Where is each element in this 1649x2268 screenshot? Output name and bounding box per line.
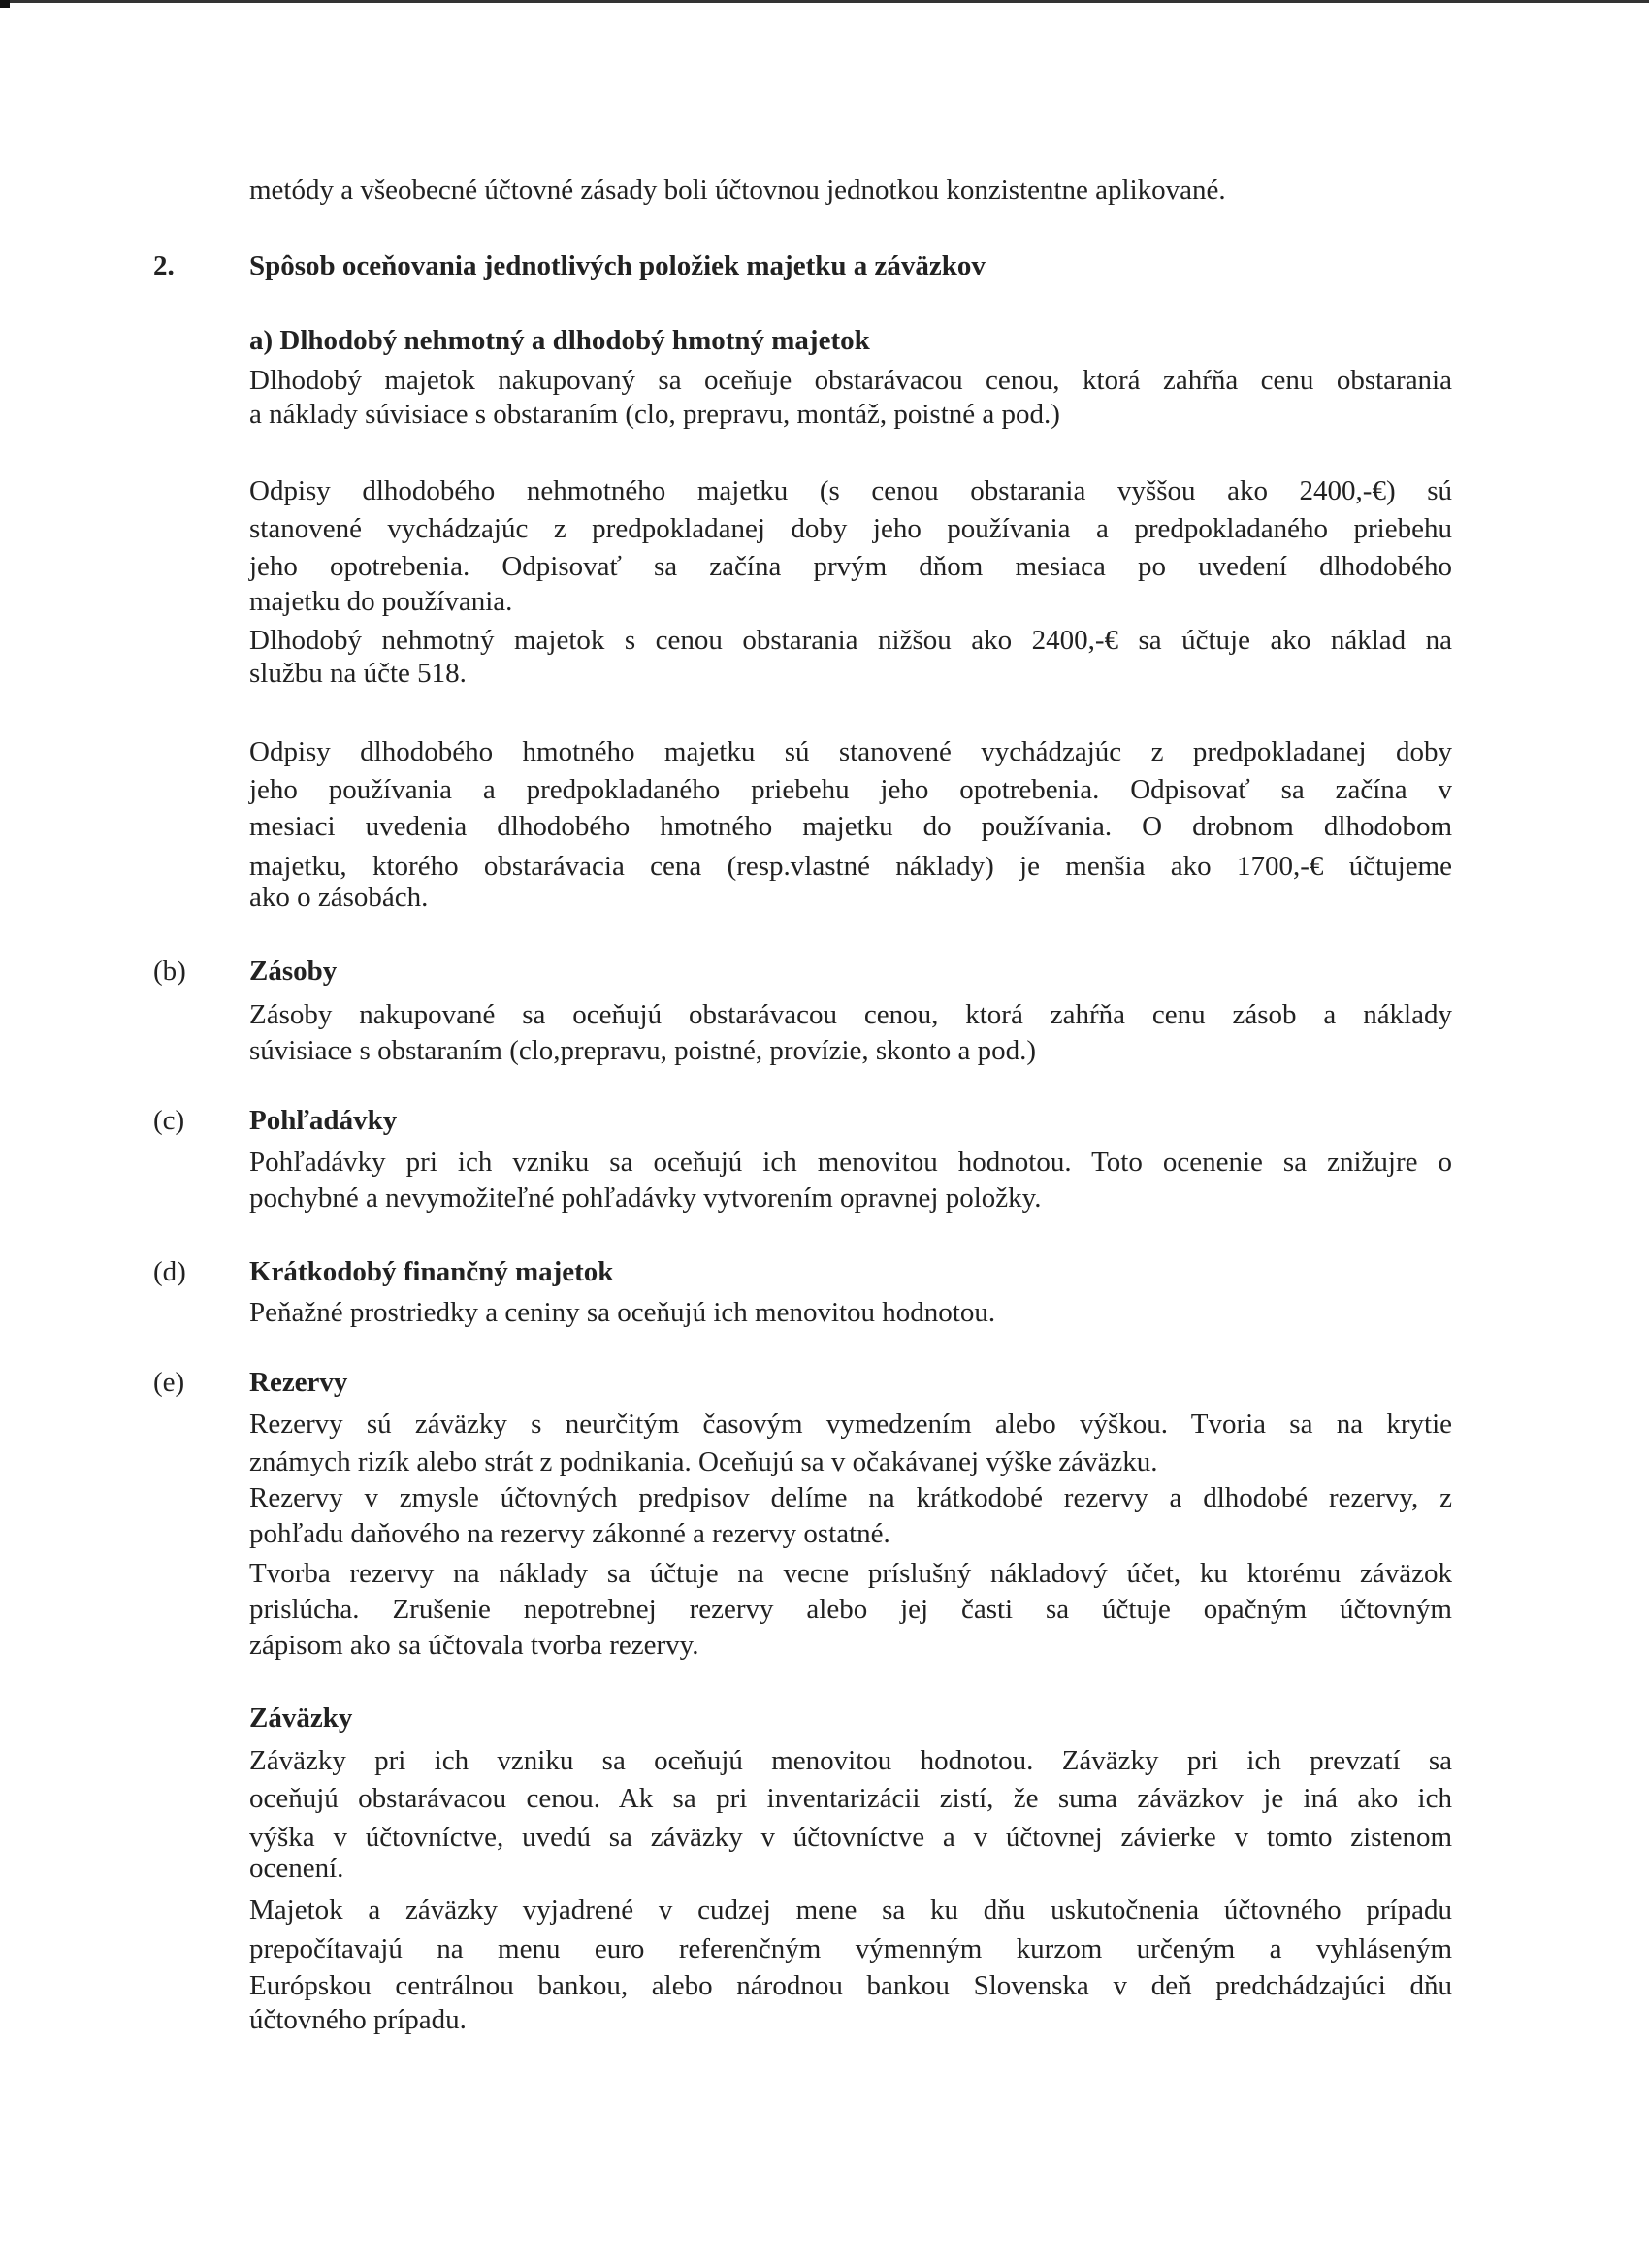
paragraph-line: známych rizík alebo strát z podnikania. Oceňujú sa v očakávanej výške záväzku.: [249, 1446, 1158, 1477]
paragraph-line: majetku, ktorého obstarávacia cena (resp.vlastné náklady) je menšia ako 1700,-€ účtujeme: [249, 851, 1452, 882]
paragraph-line: pochybné a nevymožiteľné pohľadávky vytvorením opravnej položky.: [249, 1183, 1042, 1214]
paragraph-line: Odpisy dlhodobého nehmotného majetku (s cenou obstarania vyššou ako 2400,-€) sú: [249, 475, 1452, 506]
section-heading: Zásoby: [249, 956, 338, 987]
paragraph-line: prepočítavajú na menu euro referenčným výmenným kurzom určeným a vyhláseným: [249, 1933, 1452, 1964]
section-heading: Záväzky: [249, 1702, 353, 1733]
paragraph-line: mesiaci uvedenia dlhodobého hmotného majetku do používania. O drobnom dlhodobom: [249, 811, 1452, 842]
paragraph-line: zápisom ako sa účtovala tvorba rezervy.: [249, 1630, 699, 1661]
section-heading: Krátkodobý finančný majetok: [249, 1256, 614, 1287]
scan-border-line: [0, 0, 1649, 3]
paragraph-line: metódy a všeobecné účtovné zásady boli účtovnou jednotkou konzistentne aplikované.: [249, 175, 1226, 206]
paragraph-line: Peňažné prostriedky a ceniny sa oceňujú ich menovitou hodnotou.: [249, 1297, 996, 1328]
paragraph-line: Záväzky pri ich vzniku sa oceňujú menovitou hodnotou. Záväzky pri ich prevzatí sa: [249, 1745, 1452, 1776]
paragraph-line: pohľadu daňového na rezervy zákonné a rezervy ostatné.: [249, 1518, 890, 1549]
paragraph-line: Zásoby nakupované sa oceňujú obstarávacou cenou, ktorá zahŕňa cenu zásob a náklady: [249, 999, 1452, 1030]
paragraph-line: majetku do používania.: [249, 586, 513, 617]
paragraph-line: výška v účtovníctve, uvedú sa záväzky v účtovníctve a v účtovnej závierke v tomto zistenom: [249, 1822, 1452, 1853]
section-heading: a) Dlhodobý nehmotný a dlhodobý hmotný majetok: [249, 325, 870, 356]
section-number: (e): [153, 1367, 185, 1398]
paragraph-line: a náklady súvisiace s obstaraním (clo, prepravu, montáž, poistné a pod.): [249, 399, 1060, 430]
paragraph-line: službu na účte 518.: [249, 658, 467, 689]
section-number: (c): [153, 1105, 185, 1136]
paragraph-line: Pohľadávky pri ich vzniku sa oceňujú ich menovitou hodnotou. Toto ocenenie sa znižujre o: [249, 1147, 1452, 1178]
paragraph-line: jeho používania a predpokladaného priebehu jeho opotrebenia. Odpisovať sa začína v: [249, 774, 1452, 805]
section-heading: Rezervy: [249, 1367, 348, 1398]
paragraph-line: jeho opotrebenia. Odpisovať sa začína prvým dňom mesiaca po uvedení dlhodobého: [249, 551, 1452, 582]
paragraph-line: prislúcha. Zrušenie nepotrebnej rezervy alebo jej časti sa účtuje opačným účtovným: [249, 1594, 1452, 1625]
paragraph-line: stanovené vychádzajúc z predpokladanej doby jeho používania a predpokladaného priebehu: [249, 513, 1452, 544]
section-heading: Pohľadávky: [249, 1105, 398, 1136]
scan-edge-mark: [0, 0, 10, 8]
section-number: 2.: [153, 250, 175, 281]
section-number: (b): [153, 956, 186, 987]
section-number: (d): [153, 1256, 186, 1287]
paragraph-line: Dlhodobý nehmotný majetok s cenou obstarania nižšou ako 2400,-€ sa účtuje ako náklad na: [249, 625, 1452, 656]
paragraph-line: Dlhodobý majetok nakupovaný sa oceňuje obstarávacou cenou, ktorá zahŕňa cenu obstarania: [249, 365, 1452, 396]
paragraph-line: Odpisy dlhodobého hmotného majetku sú stanovené vychádzajúc z predpokladanej doby: [249, 736, 1452, 767]
paragraph-line: Rezervy sú záväzky s neurčitým časovým vymedzením alebo výškou. Tvoria sa na krytie: [249, 1409, 1452, 1440]
paragraph-line: Majetok a záväzky vyjadrené v cudzej mene sa ku dňu uskutočnenia účtovného prípadu: [249, 1895, 1452, 1926]
paragraph-line: účtovného prípadu.: [249, 2004, 467, 2035]
paragraph-line: Tvorba rezervy na náklady sa účtuje na vecne príslušný nákladový účet, ku ktorému záväzok: [249, 1558, 1452, 1589]
section-heading: Spôsob oceňovania jednotlivých položiek majetku a záväzkov: [249, 250, 986, 281]
paragraph-line: Rezervy v zmysle účtovných predpisov delíme na krátkodobé rezervy a dlhodobé rezervy, z: [249, 1482, 1452, 1513]
paragraph-line: Európskou centrálnou bankou, alebo národnou bankou Slovenska v deň predchádzajúci dňu: [249, 1970, 1452, 2001]
paragraph-line: oceňujú obstarávacou cenou. Ak sa pri inventarizácii zistí, že suma záväzkov je iná ako ich: [249, 1783, 1452, 1814]
paragraph-line: ako o zásobách.: [249, 882, 429, 913]
paragraph-line: súvisiace s obstaraním (clo,prepravu, poistné, provízie, skonto a pod.): [249, 1035, 1036, 1066]
paragraph-line: ocenení.: [249, 1853, 344, 1884]
